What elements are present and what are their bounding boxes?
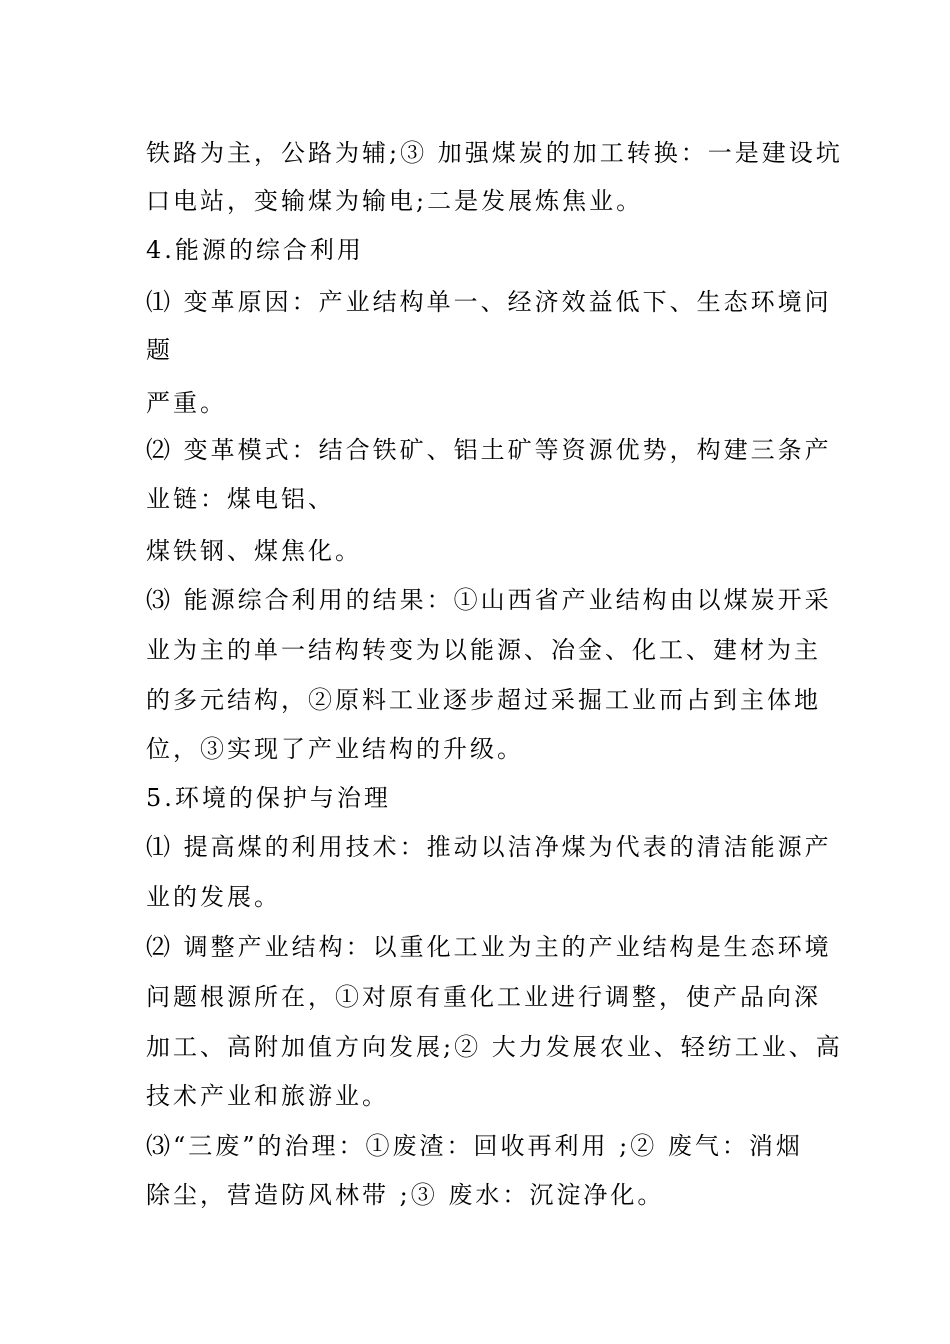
text-line: ⑶ 能源综合利用的结果：①山西省产业结构由以煤炭开采: [146, 586, 832, 614]
section-heading: 5.环境的保护与治理: [146, 784, 391, 812]
text-line: 业为主的单一结构转变为以能源、冶金、化工、建材为主: [146, 636, 821, 664]
text-line: ⑶“三废”的治理：①废渣：回收再利用 ;② 废气：消烟: [146, 1132, 803, 1160]
text-line: 问题根源所在，①对原有重化工业进行调整，使产品向深: [146, 983, 821, 1011]
text-line: 题: [146, 336, 173, 364]
text-line: 严重。: [146, 389, 227, 417]
text-line: 的多元结构，②原料工业逐步超过采掘工业而占到主体地: [146, 686, 821, 714]
text-line: 煤铁钢、煤焦化。: [146, 537, 362, 565]
text-line: 业链：煤电铝、: [146, 485, 335, 513]
text-line: ⑵ 变革模式：结合铁矿、铝土矿等资源优势，构建三条产: [146, 436, 832, 464]
text-line: 铁路为主，公路为辅;③ 加强煤炭的加工转换：一是建设坑: [146, 139, 843, 167]
text-line: 除尘，营造防风林带 ;③ 废水：沉淀净化。: [146, 1181, 665, 1209]
text-line: 位，③实现了产业结构的升级。: [146, 735, 524, 763]
text-line: 业的发展。: [146, 883, 281, 911]
text-line: ⑵ 调整产业结构：以重化工业为主的产业结构是生态环境: [146, 933, 832, 961]
section-heading: 4.能源的综合利用: [146, 236, 364, 264]
text-line: 技术产业和旅游业。: [146, 1082, 389, 1110]
text-line: 加工、高附加值方向发展;② 大力发展农业、轻纺工业、高: [146, 1033, 843, 1061]
text-line: 口电站，变输煤为输电;二是发展炼焦业。: [146, 187, 644, 215]
text-line: ⑴ 提高煤的利用技术：推动以洁净煤为代表的清洁能源产: [146, 833, 832, 861]
text-line: ⑴ 变革原因：产业结构单一、经济效益低下、生态环境问: [146, 288, 832, 316]
